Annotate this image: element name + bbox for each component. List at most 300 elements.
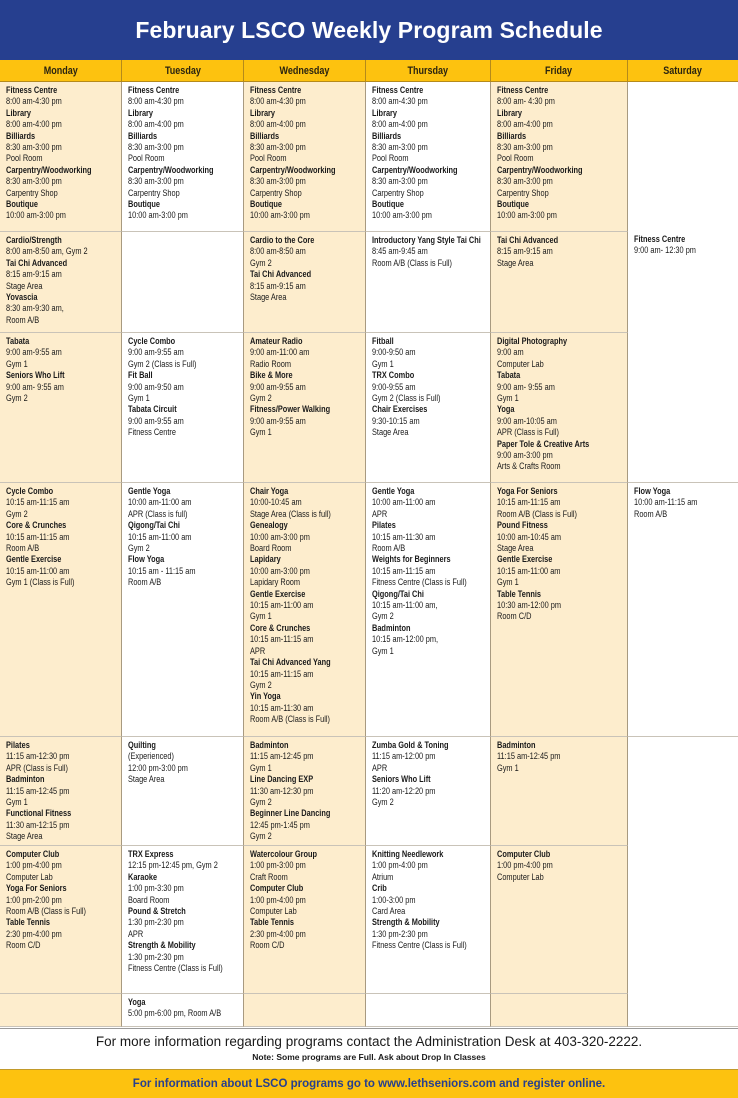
program-time: 10:15 am-11:00 am, xyxy=(372,600,438,611)
program-time: 1:00 pm-4:00 pm xyxy=(372,860,428,871)
program-time: 1:00-3:00 pm xyxy=(372,894,416,905)
program-time: 9:00 am xyxy=(497,347,524,358)
program-location: Arts & Crafts Room xyxy=(497,461,561,472)
program-name: Flow Yoga xyxy=(634,486,671,496)
program-location: Board Room xyxy=(250,543,292,554)
program-location: Gym 1 xyxy=(250,611,272,622)
program-name: Genealogy xyxy=(250,520,288,531)
full-programs-note: Note: Some programs are Full. Ask about Drop In Classes xyxy=(252,1052,486,1062)
program-entry xyxy=(372,165,485,199)
program-location: Gym 2 xyxy=(250,393,272,404)
program-entry xyxy=(497,235,622,269)
program-time: 12:00 pm-3:00 pm xyxy=(128,762,188,773)
program-entry xyxy=(128,131,238,165)
program-time: 9:00 am-9:55 am xyxy=(250,415,306,426)
program-time: 10:00 am-3:00 pm xyxy=(250,210,310,221)
program-time: 8:30 am-3:00 pm xyxy=(128,142,184,153)
program-time: 10:00 am-11:15 am xyxy=(634,497,698,508)
schedule-cell-friday-5 xyxy=(491,737,628,846)
program-name: Computer Club xyxy=(6,849,60,859)
program-name: Cycle Combo xyxy=(6,486,54,496)
program-name: Pound & Stretch xyxy=(128,906,186,917)
program-time: 9:00 am- 9:55 am xyxy=(497,381,555,392)
program-location: Board Room xyxy=(128,894,170,905)
day-label: Saturday xyxy=(663,64,703,77)
program-time: 9:00 am-9:55 am xyxy=(250,381,306,392)
program-name: Library xyxy=(128,107,154,118)
program-time: 1:00 pm-3:00 pm xyxy=(250,860,306,871)
program-name: Core & Crunches xyxy=(6,520,67,531)
day-header-friday xyxy=(491,60,628,82)
day-header-wednesday xyxy=(244,60,366,82)
program-time: 12:15 pm-12:45 pm, Gym 2 xyxy=(128,860,218,871)
schedule-cell-monday-1 xyxy=(0,82,122,232)
contact-info xyxy=(0,1028,738,1069)
program-time: 8:00 am-4:30 pm xyxy=(372,96,428,107)
program-time: 9:30-10:15 am xyxy=(372,415,420,426)
program-entry xyxy=(497,165,622,199)
program-time: 8:30 am-3:00 pm xyxy=(128,176,184,187)
program-time: 8:00 am-4:30 pm xyxy=(250,96,306,107)
program-location: Computer Lab xyxy=(497,871,544,882)
program-name: TRX Combo xyxy=(372,370,415,381)
program-entry xyxy=(6,85,116,108)
schedule-cell-tuesday-2 xyxy=(122,232,244,333)
program-entry xyxy=(634,486,733,520)
program-name: Carpentry/Woodworking xyxy=(497,164,583,175)
program-time: 10:15 am-11:00 am xyxy=(250,600,314,611)
program-name: Yoga xyxy=(128,997,146,1007)
program-entry xyxy=(6,292,116,326)
program-location: Room C/D xyxy=(6,940,41,951)
program-name: Badminton xyxy=(250,740,289,750)
program-location: Fitness Centre (Class is Full) xyxy=(128,963,223,974)
program-location: Fitness Centre xyxy=(128,427,176,438)
program-location: Room A/B xyxy=(372,543,406,554)
program-location: Gym 2 xyxy=(128,543,150,554)
program-name: Gentle Yoga xyxy=(128,486,171,496)
program-name: Strength & Mobility xyxy=(372,917,440,928)
program-name: Introductory Yang Style Tai Chi xyxy=(372,235,481,245)
program-time: 10:15 am-11:15 am xyxy=(6,531,70,542)
program-name: Karaoke xyxy=(128,871,158,882)
website-banner xyxy=(0,1069,738,1098)
program-name: Boutique xyxy=(6,199,38,210)
program-location: Gym 1 xyxy=(497,393,519,404)
program-name: Carpentry/Woodworking xyxy=(128,164,214,175)
schedule-cell-wednesday-4 xyxy=(244,483,366,737)
program-time: 10:15 am-11:15 am xyxy=(250,634,314,645)
program-time: 10:15 am-11:30 am xyxy=(372,531,436,542)
program-name: Crib xyxy=(372,883,387,894)
program-entry xyxy=(250,370,360,404)
schedule-cell-friday-3 xyxy=(491,333,628,483)
schedule-cell-saturday-3 xyxy=(628,737,738,1027)
program-name: Qigong/Tai Chi xyxy=(372,588,424,599)
schedule-cell-monday-6 xyxy=(0,846,122,994)
program-name: Yoga For Seniors xyxy=(497,486,558,496)
program-time: 8:15 am-9:15 am xyxy=(497,246,553,257)
program-entry xyxy=(497,108,622,131)
program-entry xyxy=(6,917,116,951)
program-location: Stage Area xyxy=(497,543,534,554)
day-label: Thursday xyxy=(407,64,449,77)
schedule-cell-friday-1 xyxy=(491,82,628,232)
program-name: Fitness Centre xyxy=(372,85,424,95)
program-location: Stage Area xyxy=(6,280,43,291)
program-location: Fitness Centre (Class is Full) xyxy=(372,577,467,588)
program-name: Table Tennis xyxy=(497,588,542,599)
program-location: Craft Room xyxy=(250,871,288,882)
program-name: Fitness Centre xyxy=(6,85,58,95)
program-name: Qigong/Tai Chi xyxy=(128,520,180,531)
program-time: 1:00 pm-4:00 pm xyxy=(497,860,553,871)
program-entry xyxy=(6,336,116,370)
program-time: 9:00 am-9:50 am xyxy=(128,381,184,392)
program-time: 9:00-9:50 am xyxy=(372,347,416,358)
program-location: Lapidary Room xyxy=(250,577,301,588)
program-location: APR xyxy=(372,762,388,773)
program-name: Tai Chi Advanced xyxy=(6,257,68,268)
schedule-cell-saturday-1 xyxy=(628,82,738,483)
schedule-cell-tuesday-6 xyxy=(122,846,244,994)
program-name: Badminton xyxy=(497,740,536,750)
program-time: 9:00 am- 9:55 am xyxy=(6,381,64,392)
program-location: APR (Class is Full) xyxy=(497,427,559,438)
day-header-thursday xyxy=(366,60,491,82)
program-name: Fitness Centre xyxy=(250,85,302,95)
program-name: Computer Club xyxy=(497,849,551,859)
program-time: 8:00 am-8:50 am, Gym 2 xyxy=(6,246,88,257)
program-entry xyxy=(372,883,485,917)
program-location: Gym 2 xyxy=(250,257,272,268)
program-entry xyxy=(372,554,485,588)
program-location: Stage Area xyxy=(372,427,409,438)
program-entry xyxy=(372,404,485,438)
program-location: Gym 2 (Class is Full) xyxy=(128,358,197,369)
program-entry xyxy=(6,370,116,404)
schedule-cell-thursday-3 xyxy=(366,333,491,483)
program-name: Watercolour Group xyxy=(250,849,317,859)
program-name: Pilates xyxy=(6,740,30,750)
program-time: 10:00 am-3:00 pm xyxy=(128,210,188,221)
program-entry xyxy=(497,486,622,520)
program-entry xyxy=(372,370,485,404)
program-entry xyxy=(6,740,116,774)
program-name: TRX Express xyxy=(128,849,174,859)
program-name: Carpentry/Woodworking xyxy=(372,164,458,175)
program-time: 9:00-9:55 am xyxy=(372,381,416,392)
schedule-cell-wednesday-5 xyxy=(244,737,366,846)
program-name: Badminton xyxy=(6,774,45,785)
program-location: Gym 1 xyxy=(372,358,394,369)
program-time: 10:00 am-3:00 pm xyxy=(372,210,432,221)
day-header-tuesday xyxy=(122,60,244,82)
program-entry xyxy=(250,199,360,222)
program-entry xyxy=(128,486,238,520)
program-location: Room A/B (Class is Full) xyxy=(372,257,452,268)
program-name: Boutique xyxy=(128,199,160,210)
program-time: 8:00 am-4:00 pm xyxy=(372,119,428,130)
program-name: Fitness Centre xyxy=(497,85,549,95)
program-time: 8:30 am-3:00 pm xyxy=(6,176,62,187)
program-name: Computer Club xyxy=(250,883,304,894)
program-entry xyxy=(128,336,238,370)
program-name: Billiards xyxy=(372,130,402,141)
program-entry xyxy=(6,108,116,131)
program-location: Gym 1 xyxy=(6,797,28,808)
program-location: Gym 2 xyxy=(372,611,394,622)
program-time: 10:15 am-12:00 pm, xyxy=(372,634,439,645)
program-location: Stage Area xyxy=(128,774,165,785)
program-time: 8:00 am-4:00 pm xyxy=(6,119,62,130)
program-location: Room A/B xyxy=(6,314,40,325)
program-name: Digital Photography xyxy=(497,336,568,346)
program-name: Billiards xyxy=(250,130,280,141)
program-location: Gym 2 xyxy=(372,797,394,808)
program-location: Carpentry Shop xyxy=(128,187,180,198)
program-time: 8:00 am-4:00 pm xyxy=(128,119,184,130)
schedule-cell-monday-4 xyxy=(0,483,122,737)
program-name: Gentle Exercise xyxy=(6,554,62,565)
program-entry xyxy=(250,336,360,370)
program-time: 2:30 pm-4:00 pm xyxy=(6,928,62,939)
program-entry xyxy=(372,917,485,951)
program-name: Billiards xyxy=(6,130,36,141)
program-entry xyxy=(6,849,116,883)
program-name: Beginner Line Dancing xyxy=(250,808,331,819)
program-name: Carpentry/Woodworking xyxy=(6,164,92,175)
program-entry xyxy=(6,199,116,222)
schedule-cell-thursday-6 xyxy=(366,846,491,994)
program-time: 8:15 am-9:15 am xyxy=(6,269,62,280)
schedule-cell-friday-4 xyxy=(491,483,628,737)
schedule-cell-thursday-1 xyxy=(366,82,491,232)
program-time: 10:15 am-11:15 am xyxy=(372,565,436,576)
program-entry xyxy=(250,623,360,657)
program-entry xyxy=(497,589,622,623)
program-location: Pool Room xyxy=(497,153,534,164)
program-location: Atrium xyxy=(372,871,394,882)
program-entry xyxy=(128,849,238,872)
program-entry xyxy=(372,131,485,165)
program-entry xyxy=(250,404,360,438)
program-time: 10:15 am-11:30 am xyxy=(250,702,314,713)
program-entry xyxy=(497,370,622,404)
schedule-cell-wednesday-2 xyxy=(244,232,366,333)
program-name: Tabata xyxy=(6,336,30,346)
program-entry xyxy=(128,554,238,588)
day-label: Monday xyxy=(43,64,78,77)
schedule-cell-wednesday-1 xyxy=(244,82,366,232)
program-location: Gym 1 xyxy=(497,762,519,773)
program-name: Cardio/Strength xyxy=(6,235,62,245)
program-time: 8:30 am-3:00 pm xyxy=(497,142,553,153)
schedule-cell-monday-7 xyxy=(0,994,122,1027)
program-name: Library xyxy=(6,107,32,118)
program-name: Gentle Exercise xyxy=(497,554,553,565)
program-name: Flow Yoga xyxy=(128,554,165,565)
program-time: 11:15 am-12:45 pm xyxy=(497,751,561,762)
program-location: Gym 1 xyxy=(250,762,272,773)
program-time: (Experienced) xyxy=(128,751,174,762)
program-location: Gym 1 xyxy=(128,393,150,404)
program-entry xyxy=(6,165,116,199)
program-location: Room A/B xyxy=(634,508,668,519)
program-name: Gentle Exercise xyxy=(250,588,306,599)
program-location: Gym 2 xyxy=(250,679,272,690)
program-entry xyxy=(128,85,238,108)
program-name: Line Dancing EXP xyxy=(250,774,314,785)
program-name: Tai Chi Advanced xyxy=(497,235,559,245)
program-entry xyxy=(128,940,238,974)
program-entry xyxy=(6,486,116,520)
program-entry xyxy=(6,235,116,258)
page-title: February LSCO Weekly Program Schedule xyxy=(0,0,738,60)
program-name: Tai Chi Advanced xyxy=(250,269,312,280)
program-location: Carpentry Shop xyxy=(250,187,302,198)
program-time: 1:00 pm-4:00 pm xyxy=(250,894,306,905)
program-time: 1:30 pm-2:30 pm xyxy=(128,951,184,962)
program-entry xyxy=(250,554,360,588)
program-entry xyxy=(250,165,360,199)
program-time: 10:30 am-12:00 pm xyxy=(497,600,561,611)
schedule-cell-tuesday-7 xyxy=(122,994,244,1027)
program-location: Room A/B xyxy=(128,577,162,588)
program-location: Computer Lab xyxy=(6,871,53,882)
program-entry xyxy=(372,199,485,222)
program-time: 9:00 am- 12:30 pm xyxy=(634,245,696,256)
schedule-cell-friday-2 xyxy=(491,232,628,333)
program-time: 10:00 am-11:00 am xyxy=(372,497,436,508)
program-name: Cardio to the Core xyxy=(250,235,315,245)
program-name: Yin Yoga xyxy=(250,691,281,702)
program-location: Card Area xyxy=(372,906,406,917)
program-time: 8:30 am-9:30 am, xyxy=(6,303,64,314)
program-location: Room A/B (Class is Full) xyxy=(250,714,330,725)
program-location: Computer Lab xyxy=(497,358,544,369)
program-entry xyxy=(128,520,238,554)
program-entry xyxy=(250,849,360,883)
program-entry xyxy=(250,520,360,554)
program-entry xyxy=(250,917,360,951)
program-time: 5:00 pm-6:00 pm, Room A/B xyxy=(128,1008,222,1019)
program-time: 10:00 am-3:00 pm xyxy=(250,531,310,542)
program-time: 10:00 am-3:00 pm xyxy=(497,210,557,221)
program-name: Chair Exercises xyxy=(372,404,428,415)
program-name: Table Tennis xyxy=(250,917,295,928)
program-name: Library xyxy=(250,107,276,118)
program-entry xyxy=(6,258,116,292)
program-entry xyxy=(497,85,622,108)
day-header-saturday xyxy=(628,60,738,82)
program-time: 8:00 am-4:00 pm xyxy=(250,119,306,130)
program-time: 10:15 am-11:00 am xyxy=(6,565,70,576)
program-name: Badminton xyxy=(372,622,411,633)
program-location: Pool Room xyxy=(6,153,43,164)
program-time: 10:15 am-11:00 am xyxy=(128,531,192,542)
program-time: 8:30 am-3:00 pm xyxy=(250,142,306,153)
program-entry xyxy=(497,554,622,588)
program-location: Room A/B (Class is Full) xyxy=(497,508,577,519)
program-time: 2:30 pm-4:00 pm xyxy=(250,928,306,939)
program-location: Pool Room xyxy=(372,153,409,164)
schedule-cell-friday-6 xyxy=(491,846,628,994)
program-time: 9:00 am-9:55 am xyxy=(128,347,184,358)
program-entry xyxy=(250,131,360,165)
program-entry xyxy=(250,108,360,131)
program-name: Fitness Centre xyxy=(128,85,180,95)
schedule-cell-wednesday-3 xyxy=(244,333,366,483)
program-name: Boutique xyxy=(250,199,282,210)
program-location: Gym 1 xyxy=(6,358,28,369)
schedule-cell-monday-2 xyxy=(0,232,122,333)
program-entry xyxy=(372,774,485,808)
program-name: Tabata xyxy=(497,370,521,381)
program-entry xyxy=(128,199,238,222)
program-time: 10:15 am-11:00 am xyxy=(497,565,561,576)
program-entry xyxy=(128,740,238,786)
schedule-cell-tuesday-3 xyxy=(122,333,244,483)
program-entry xyxy=(372,108,485,131)
schedule-cell-tuesday-4 xyxy=(122,483,244,737)
program-location: Room A/B xyxy=(6,543,40,554)
program-name: Fitness Centre xyxy=(634,234,686,244)
program-location: Carpentry Shop xyxy=(6,187,58,198)
schedule-cell-saturday-2 xyxy=(628,483,738,737)
program-time: 8:00 am-8:50 am xyxy=(250,246,306,257)
program-time: 8:00 am-4:30 pm xyxy=(6,96,62,107)
program-name: Library xyxy=(497,107,523,118)
program-time: 8:00 am- 4:30 pm xyxy=(497,96,555,107)
program-location: Gym 2 xyxy=(250,831,272,842)
schedule-cell-tuesday-5 xyxy=(122,737,244,846)
schedule-cell-thursday-7 xyxy=(366,994,491,1027)
program-entry xyxy=(250,269,360,303)
program-name: Table Tennis xyxy=(6,917,51,928)
program-time: 9:00 am-3:00 pm xyxy=(497,450,553,461)
program-entry xyxy=(128,906,238,940)
program-time: 11:15 am-12:30 pm xyxy=(6,751,70,762)
program-name: Yovascia xyxy=(6,292,38,303)
website-text[interactable]: For information about LSCO programs go to www.lethseniors.com and register online. xyxy=(132,1078,606,1090)
program-name: Fitness/Power Walking xyxy=(250,404,331,415)
program-entry xyxy=(250,808,360,842)
program-entry xyxy=(372,740,485,774)
program-time: 10:15 am - 11:15 am xyxy=(128,565,196,576)
program-time: 10:00-10:45 am xyxy=(250,497,302,508)
program-name: Amateur Radio xyxy=(250,336,303,346)
program-entry xyxy=(497,404,622,438)
program-name: Boutique xyxy=(497,199,529,210)
schedule-cell-monday-3 xyxy=(0,333,122,483)
program-entry xyxy=(250,774,360,808)
program-entry xyxy=(6,520,116,554)
program-location: Carpentry Shop xyxy=(372,187,424,198)
program-location: Stage Area xyxy=(6,831,43,842)
program-name: Chair Yoga xyxy=(250,486,289,496)
program-entry xyxy=(250,486,360,520)
program-name: Tabata Circuit xyxy=(128,404,177,415)
program-time: 8:30 am-3:00 pm xyxy=(497,176,553,187)
program-name: Yoga xyxy=(497,404,515,415)
program-name: Lapidary xyxy=(250,554,281,565)
program-location: Carpentry Shop xyxy=(497,187,549,198)
program-entry xyxy=(250,691,360,725)
program-location: Gym 1 (Class is Full) xyxy=(6,577,75,588)
program-time: 10:00 am-3:00 pm xyxy=(250,565,310,576)
program-location: Computer Lab xyxy=(250,906,297,917)
